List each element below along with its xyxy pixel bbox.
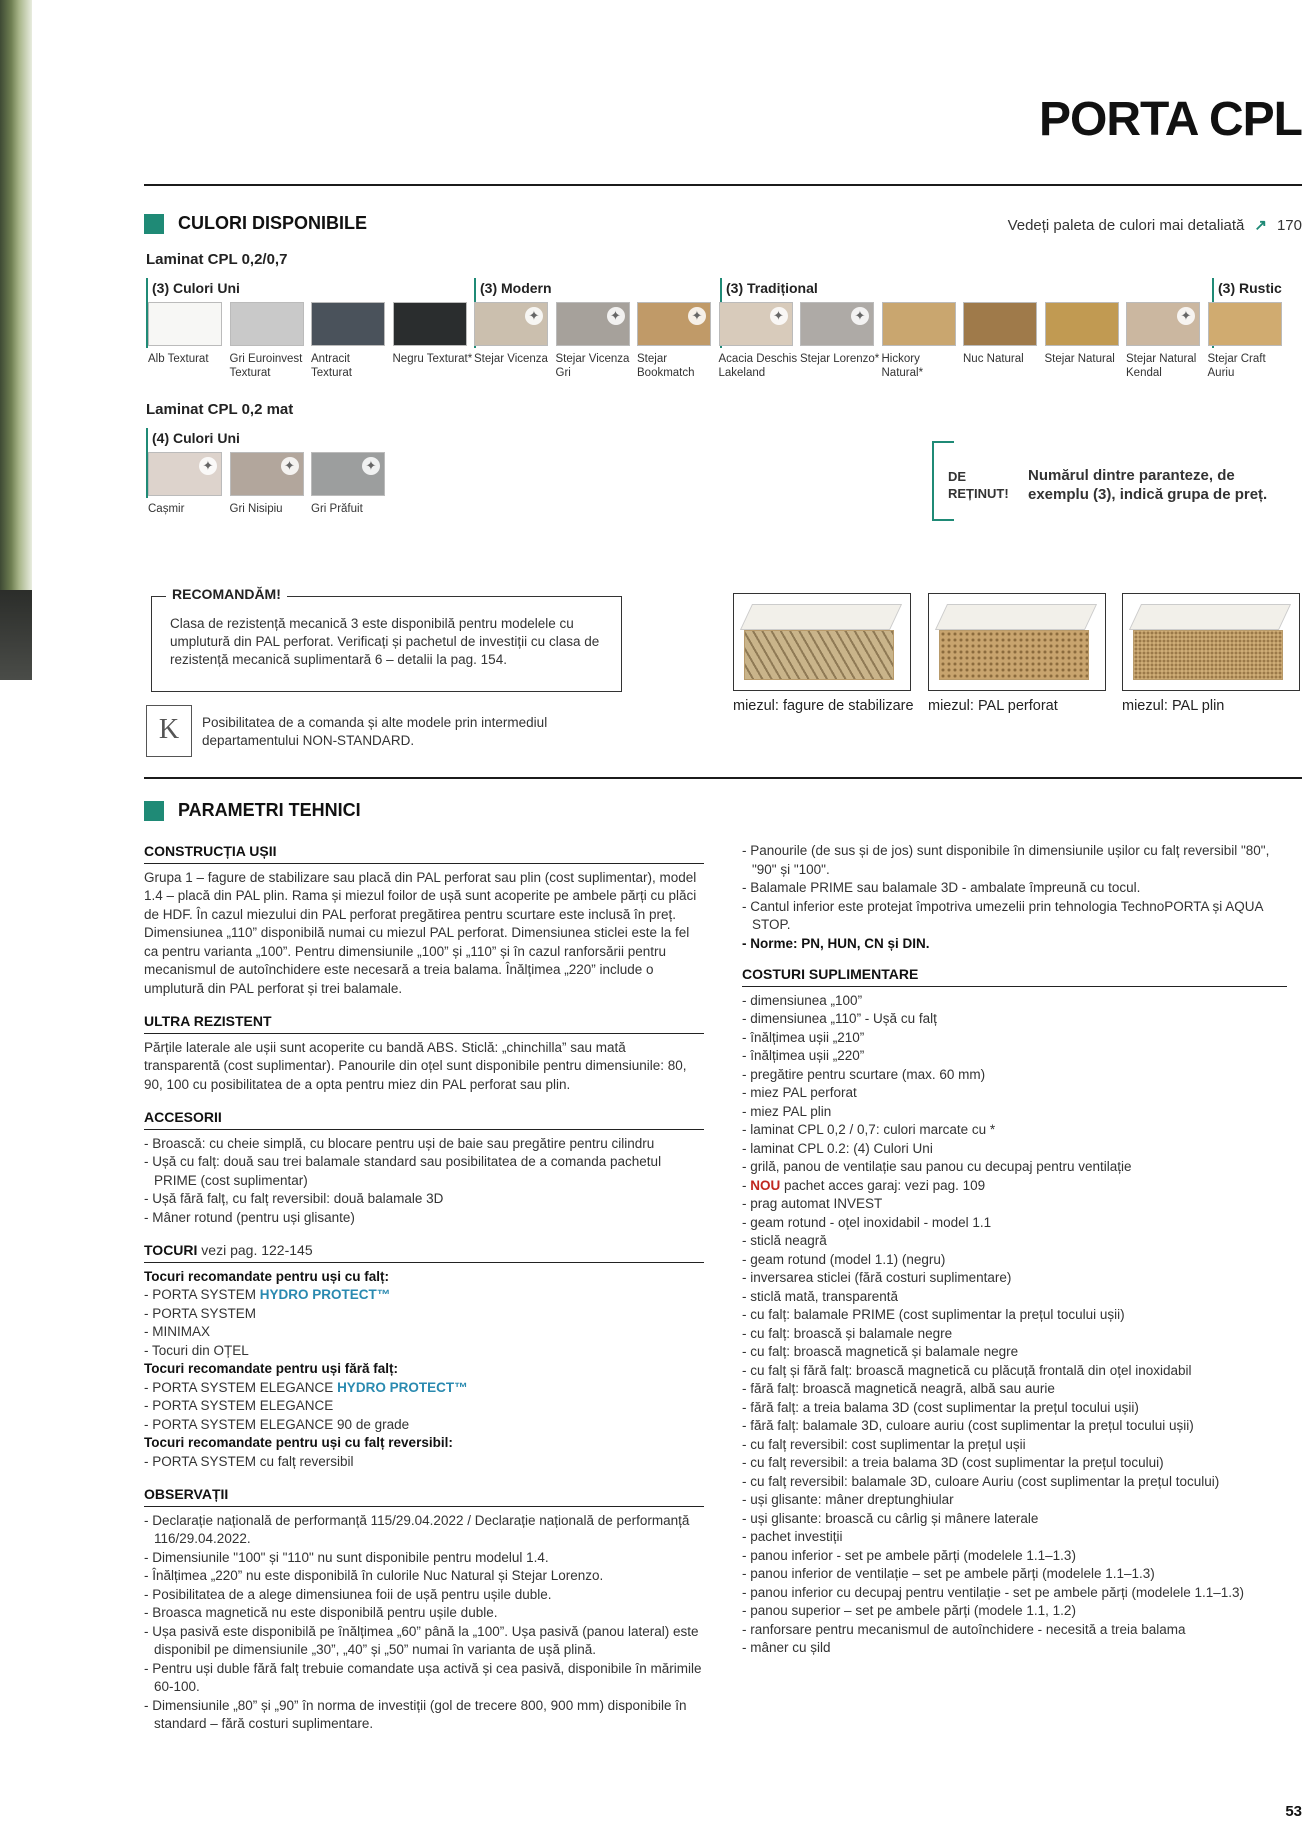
tocuri-list (144, 1268, 704, 1472)
non-standard-text: Posibilitatea de a comanda și alte modele prin intermediul departamentului NON-STANDARD. (202, 715, 548, 748)
non-standard-icon: K (146, 705, 192, 757)
core-body (939, 630, 1089, 680)
swatch-caption: Stejar Craft Auriu (1207, 353, 1266, 379)
list-item: - pachet investiții (742, 1529, 843, 1544)
color-swatch (556, 302, 630, 346)
plant-photo (0, 0, 32, 680)
color-swatch (637, 302, 711, 346)
page-title: PORTA CPL (1039, 93, 1302, 146)
list-item: - cu falț reversibil: balamale 3D, culoare Auriu (cost suplimentar la prețul tocului) (742, 1473, 1220, 1489)
tocuri-fara-rest (144, 1397, 704, 1434)
swatch-caption: Stejar Vicenza (474, 353, 548, 365)
recommend-box (151, 586, 622, 692)
list-item: - panou superior – set pe ambele părți (modele 1.1, 1.2) (742, 1603, 1076, 1618)
norme: - Norme: PN, HUN, CN și DIN. (742, 935, 930, 951)
section-tech-heading: PARAMETRI TEHNICI (178, 800, 361, 820)
list-item: - dimensiunea „100” (742, 992, 863, 1008)
list-item: - Mâner rotund (pentru uși glisante) (144, 1209, 355, 1225)
swatch-caption: Alb Texturat (148, 353, 209, 365)
sparkle-icon: ✦ (1177, 307, 1195, 325)
color-swatch (719, 302, 793, 346)
list-item: - fără falț: a treia balama 3D (cost suplimentar la prețul tocului ușii) (742, 1399, 1139, 1415)
list-item: - inversarea sticlei (fără costuri suplimentare) (742, 1270, 1012, 1285)
palette-link[interactable] (1008, 216, 1302, 234)
list-item: - PORTA SYSTEM ELEGANCE 90 de grade (144, 1416, 410, 1432)
tech-left-column (144, 842, 704, 1734)
list-item: - Ușa pasivă este disponibilă pe înălțimea „60” până la „100”. Ușa pasivă (panou lateral) este disponibil pe dimensiunile „30”, „40” și „50” numai în varianta de ușă plină. (144, 1623, 699, 1657)
obs-list (144, 1512, 704, 1734)
list-item: - PORTA SYSTEM cu falț reversibil (144, 1453, 354, 1469)
swatch-caption: Stejar Natural (1044, 353, 1115, 365)
list-item: - Înălțimea „220” nu este disponibilă în culorile Nuc Natural și Stejar Lorenzo. (144, 1568, 604, 1583)
tocuri-ref: vezi pag. 122-145 (197, 1242, 313, 1258)
list-item: - sticlă neagră (742, 1233, 827, 1248)
list-item: - panou inferior - set pe ambele părți (modelele 1.1–1.3) (742, 1547, 1076, 1563)
swatch-caption: Acacia Deschis Lakeland (718, 353, 798, 379)
group-culori-uni: (3) Culori Uni (152, 280, 240, 296)
list-item: - Pentru uși duble fără falț trebuie comandate ușa activă și cea pasivă, disponibile în mărimile 60-100. (144, 1660, 702, 1694)
divider-top (144, 184, 1302, 186)
swatch-caption: Negru Texturat* (392, 353, 473, 365)
color-swatch (882, 302, 956, 346)
section-marker (144, 801, 164, 821)
list-item: - panou inferior cu decupaj pentru ventilație - set pe ambele părți (modelele 1.1–1.3) (742, 1584, 1245, 1600)
color-swatch (311, 452, 385, 496)
nou-prefix: - (742, 1177, 751, 1193)
list-item: - Broasca magnetică nu este disponibilă pentru ușile duble. (144, 1605, 498, 1620)
core-top (740, 604, 902, 630)
list-item: - PORTA SYSTEM ELEGANCE (144, 1398, 334, 1413)
core-caption-pal-perforat: miezul: PAL perforat (928, 698, 1058, 714)
color-swatch (148, 452, 222, 496)
sparkle-icon: ✦ (607, 307, 625, 325)
nou-text: pachet acces garaj: vezi pag. 109 (780, 1177, 986, 1193)
ultra-heading: ULTRA REZISTENT (144, 1012, 704, 1034)
tocuri-rev-heading: Tocuri recomandate pentru uși cu falț reversibil: (144, 1435, 453, 1450)
section-colors (144, 213, 367, 234)
color-swatch (230, 302, 304, 346)
tocuri-fara-heading: Tocuri recomandate pentru uși fără falț: (144, 1361, 399, 1376)
list-item: - Cantul inferior este protejat împotriva umezelii prin tehnologia TechnoPORTA și AQUA STOP. (742, 898, 1263, 932)
core-image-honeycomb (733, 593, 911, 691)
nou-badge: NOU (750, 1177, 781, 1193)
palette-page: 170 (1276, 216, 1302, 234)
list-item: - pregătire pentru scurtare (max. 60 mm) (742, 1066, 986, 1082)
list-item: - geam rotund (model 1.1) (negru) (742, 1251, 946, 1267)
color-swatch (148, 302, 222, 346)
swatch-caption: Stejar Vicenza Gri (555, 353, 630, 379)
list-item: - geam rotund - oțel inoxidabil - model 1.1 (742, 1214, 992, 1230)
core-caption-honeycomb: miezul: fagure de stabilizare (733, 698, 914, 714)
constructie-heading: CONSTRUCȚIA UȘII (144, 842, 704, 864)
list-item: - înălțimea ușii „220” (742, 1048, 865, 1063)
core-image-pal-plin (1122, 593, 1300, 691)
color-swatch (963, 302, 1037, 346)
group-rustic: (3) Rustic (1218, 280, 1282, 296)
swatch-caption: Cașmir (148, 503, 185, 515)
sparkle-icon: ✦ (851, 307, 869, 325)
section-tech (144, 800, 361, 821)
tocuri-title: TOCURI (144, 1242, 198, 1258)
note-box (932, 441, 1302, 521)
list-item: - Panourile (de sus și de jos) sunt disponibile în dimensiunile ușilor cu falț reversibil "80", "90" și "100". (742, 843, 1270, 877)
list-item: - Broască: cu cheie simplă, cu blocare pentru uși de baie sau pregătire pentru cilindru (144, 1135, 655, 1151)
hydro-protect-label: HYDRO PROTECT™ (337, 1379, 468, 1395)
list-item: - Dimensiunile "100" și "110" nu sunt disponibile pentru modelul 1.4. (144, 1549, 549, 1565)
color-swatch (800, 302, 874, 346)
tocuri-falt-item (144, 1286, 704, 1305)
list-item: - cu falț: broască și balamale negre (742, 1325, 953, 1341)
group-culori-uni-mat: (4) Culori Uni (152, 430, 240, 446)
list-item: - prag automat INVEST (742, 1196, 883, 1211)
core-body (744, 630, 894, 680)
group-traditional: (3) Tradițional (726, 280, 818, 296)
core-body (1133, 630, 1283, 680)
section-colors-heading: CULORI DISPONIBILE (178, 213, 368, 233)
tocuri-item-text: - PORTA SYSTEM ELEGANCE (144, 1379, 338, 1395)
tech-right-column (742, 842, 1287, 1658)
swatch-caption: Nuc Natural (963, 353, 1024, 365)
list-item: - înălțimea ușii „210” (742, 1029, 865, 1045)
tocuri-falt-heading: Tocuri recomandate pentru uși cu falț: (144, 1268, 390, 1284)
palette-link-text: Vedeți paleta de culori mai detaliată (1007, 216, 1245, 234)
list-item: - cu falț: balamale PRIME (cost suplimentar la prețul tocului ușii) (742, 1307, 1125, 1322)
list-item: - Ușă cu falț: două sau trei balamale standard sau posibilitatea de a comanda pachetul PRIME (cost suplimentar) (144, 1154, 662, 1188)
list-item: - Balamale PRIME sau balamale 3D - ambalate împreună cu tocul. (742, 880, 1141, 895)
color-swatch (393, 302, 467, 346)
list-item: - dimensiunea „110” - Ușă cu falț (742, 1011, 937, 1026)
list-item: - Tocuri din OȚEL (144, 1342, 249, 1358)
swatch-caption: Antracit Texturat (311, 353, 352, 379)
divider-middle (144, 777, 1302, 779)
color-swatch (1208, 302, 1282, 346)
list-item: - fără falț: balamale 3D, culoare auriu (cost suplimentar la prețul tocului ușii) (742, 1418, 1194, 1433)
swatch-caption: Stejar Bookmatch (637, 353, 695, 379)
swatch-caption: Stejar Natural Kendal (1126, 353, 1197, 379)
group-modern: (3) Modern (480, 280, 552, 296)
list-item: - fără falț: broască magnetică neagră, albă sau aurie (742, 1381, 1055, 1396)
obs-heading: OBSERVAȚII (144, 1485, 704, 1507)
color-swatch (1045, 302, 1119, 346)
list-item: - sticlă mată, transparentă (742, 1288, 899, 1304)
sparkle-icon: ✦ (525, 307, 543, 325)
color-swatch (311, 302, 385, 346)
list-item: - laminat CPL 0.2: (4) Culori Uni (742, 1140, 933, 1156)
sparkle-icon: ✦ (362, 457, 380, 475)
list-item: - Ușă fără falț, cu falț reversibil: două balamale 3D (144, 1191, 444, 1206)
list-item: - uși glisante: broască cu cârlig și mânere laterale (742, 1510, 1039, 1526)
list-item: - mâner cu șild (742, 1640, 831, 1655)
tocuri-falt-rest (144, 1305, 704, 1361)
core-image-pal-perforat (928, 593, 1106, 691)
list-item: - Posibilitatea de a alege dimensiunea foii de ușă pentru ușile duble. (144, 1586, 552, 1602)
swatch-caption: Gri Euroinvest Texturat (229, 353, 303, 379)
note-label: DE REȚINUT! (948, 469, 1009, 501)
laminat-1-label: Laminat CPL 0,2/0,7 (146, 251, 288, 268)
list-item: - panou inferior de ventilație – set pe ambele părți (modelele 1.1–1.3) (742, 1566, 1155, 1581)
swatch-caption: Stejar Lorenzo* (800, 353, 880, 365)
section-marker (144, 214, 164, 234)
swatch-caption: Hickory Natural* (881, 353, 924, 379)
costuri-nou-item (742, 1177, 1287, 1196)
color-swatch (230, 452, 304, 496)
tocuri-fara-item (144, 1379, 704, 1398)
list-item: - ranforsare pentru mecanismul de autoînchidere - necesită a treia balama (742, 1621, 1186, 1637)
costuri-list-b (742, 1195, 1287, 1658)
accesorii-heading: ACCESORII (144, 1108, 704, 1130)
list-item: - laminat CPL 0,2 / 0,7: culori marcate cu * (742, 1122, 996, 1137)
sparkle-icon: ✦ (770, 307, 788, 325)
hydro-protect-label: HYDRO PROTECT™ (259, 1287, 391, 1302)
recommend-heading: RECOMANDĂM! (166, 586, 287, 602)
core-top (935, 604, 1097, 630)
ultra-text: Părțile laterale ale ușii sunt acoperite cu bandă ABS. Sticlă: „chinchilla” sau mată transparentă (cost suplimentar). Panourile din oțel sunt disponibile pentru dimensiunile: 80, 90, 100 cu posibilitatea de a opta pentru miez din PAL perforat sau plin. (144, 1039, 687, 1092)
swatch-caption: Gri Nisipiu (229, 503, 283, 515)
list-item: - grilă, panou de ventilație sau panou cu decupaj pentru ventilație (742, 1159, 1132, 1174)
costuri-list-a (742, 992, 1287, 1177)
arrow-up-right-icon: ↗ (1254, 217, 1267, 234)
laminat-2-label: Laminat CPL 0,2 mat (146, 401, 294, 418)
page-number: 53 (1285, 1803, 1302, 1820)
tocuri-item-text: - PORTA SYSTEM (144, 1287, 260, 1302)
list-item: - Dimensiunile „80” și „90” în norma de investiții (gol de trecere 800, 900 mm) disponibile în standard – fără costuri suplimentare. (144, 1697, 687, 1731)
list-item: - cu falț reversibil: a treia balama 3D (cost suplimentar la prețul tocului) (742, 1455, 1164, 1470)
tocuri-heading (144, 1241, 704, 1263)
sparkle-icon: ✦ (688, 307, 706, 325)
list-item: - cu falț reversibil: cost suplimentar la prețul ușii (742, 1436, 1026, 1452)
list-item: - PORTA SYSTEM (144, 1305, 257, 1321)
note-text: Numărul dintre paranteze, de exemplu (3), indică grupa de preț. (1028, 467, 1268, 503)
list-item: - MINIMAX (144, 1324, 210, 1339)
right-top-list (742, 842, 1287, 935)
list-item: - miez PAL perforat (742, 1085, 857, 1100)
core-top (1129, 604, 1291, 630)
list-item: - miez PAL plin (742, 1103, 832, 1119)
constructie-text: Grupa 1 – fagure de stabilizare sau placă din PAL perforat sau plin (cost suplimentar), model 1.4 – placă din PAL plin. Rama și miezul foilor de ușă sunt acoperite pe ambele părți cu plăci de HDF. În cazul miezului din PAL perforat pregătirea pentru scurtare este inclusă în preț. Dimensiunea „110” disponibilă numai cu miezul PAL perforat. Dimensiunea sticlei este la fel ca pentru varianta „100”. Pentru dimensiunile „100” și „110” și în cazul ranforsării pentru mecanismul de autoînchidere este necesară a treia balama. Înălțimea „220” include o umplutură din PAL perforat și trei balamale. (144, 869, 697, 996)
color-swatch (474, 302, 548, 346)
swatch-caption: Gri Prăfuit (311, 503, 363, 515)
list-item: - cu falț: broască magnetică și balamale negre (742, 1344, 1019, 1359)
sparkle-icon: ✦ (281, 457, 299, 475)
list-item: - cu falț și fără falț: broască magnetică cu plăcuță frontală din oțel inoxidabil (742, 1362, 1192, 1378)
costuri-heading: COSTURI SUPLIMENTARE (742, 965, 1287, 987)
accesorii-list (144, 1135, 704, 1228)
list-item: - uși glisante: mâner dreptunghiular (742, 1492, 954, 1507)
recommend-text: Clasa de rezistență mecanică 3 este disponibilă pentru modelele cu umplutură din PAL perforat. Verificați și pachetul de investiții cu clasa de rezistență mecanică suplimentară 6 – detalii la pag. 154. (170, 616, 600, 667)
sparkle-icon: ✦ (199, 457, 217, 475)
color-swatch (1126, 302, 1200, 346)
tocuri-rev-list (144, 1453, 704, 1472)
core-caption-pal-plin: miezul: PAL plin (1122, 698, 1225, 714)
list-item: - Declarație națională de performanță 115/29.04.2022 / Declarație națională de performanță 116/29.04.2022. (144, 1512, 690, 1546)
